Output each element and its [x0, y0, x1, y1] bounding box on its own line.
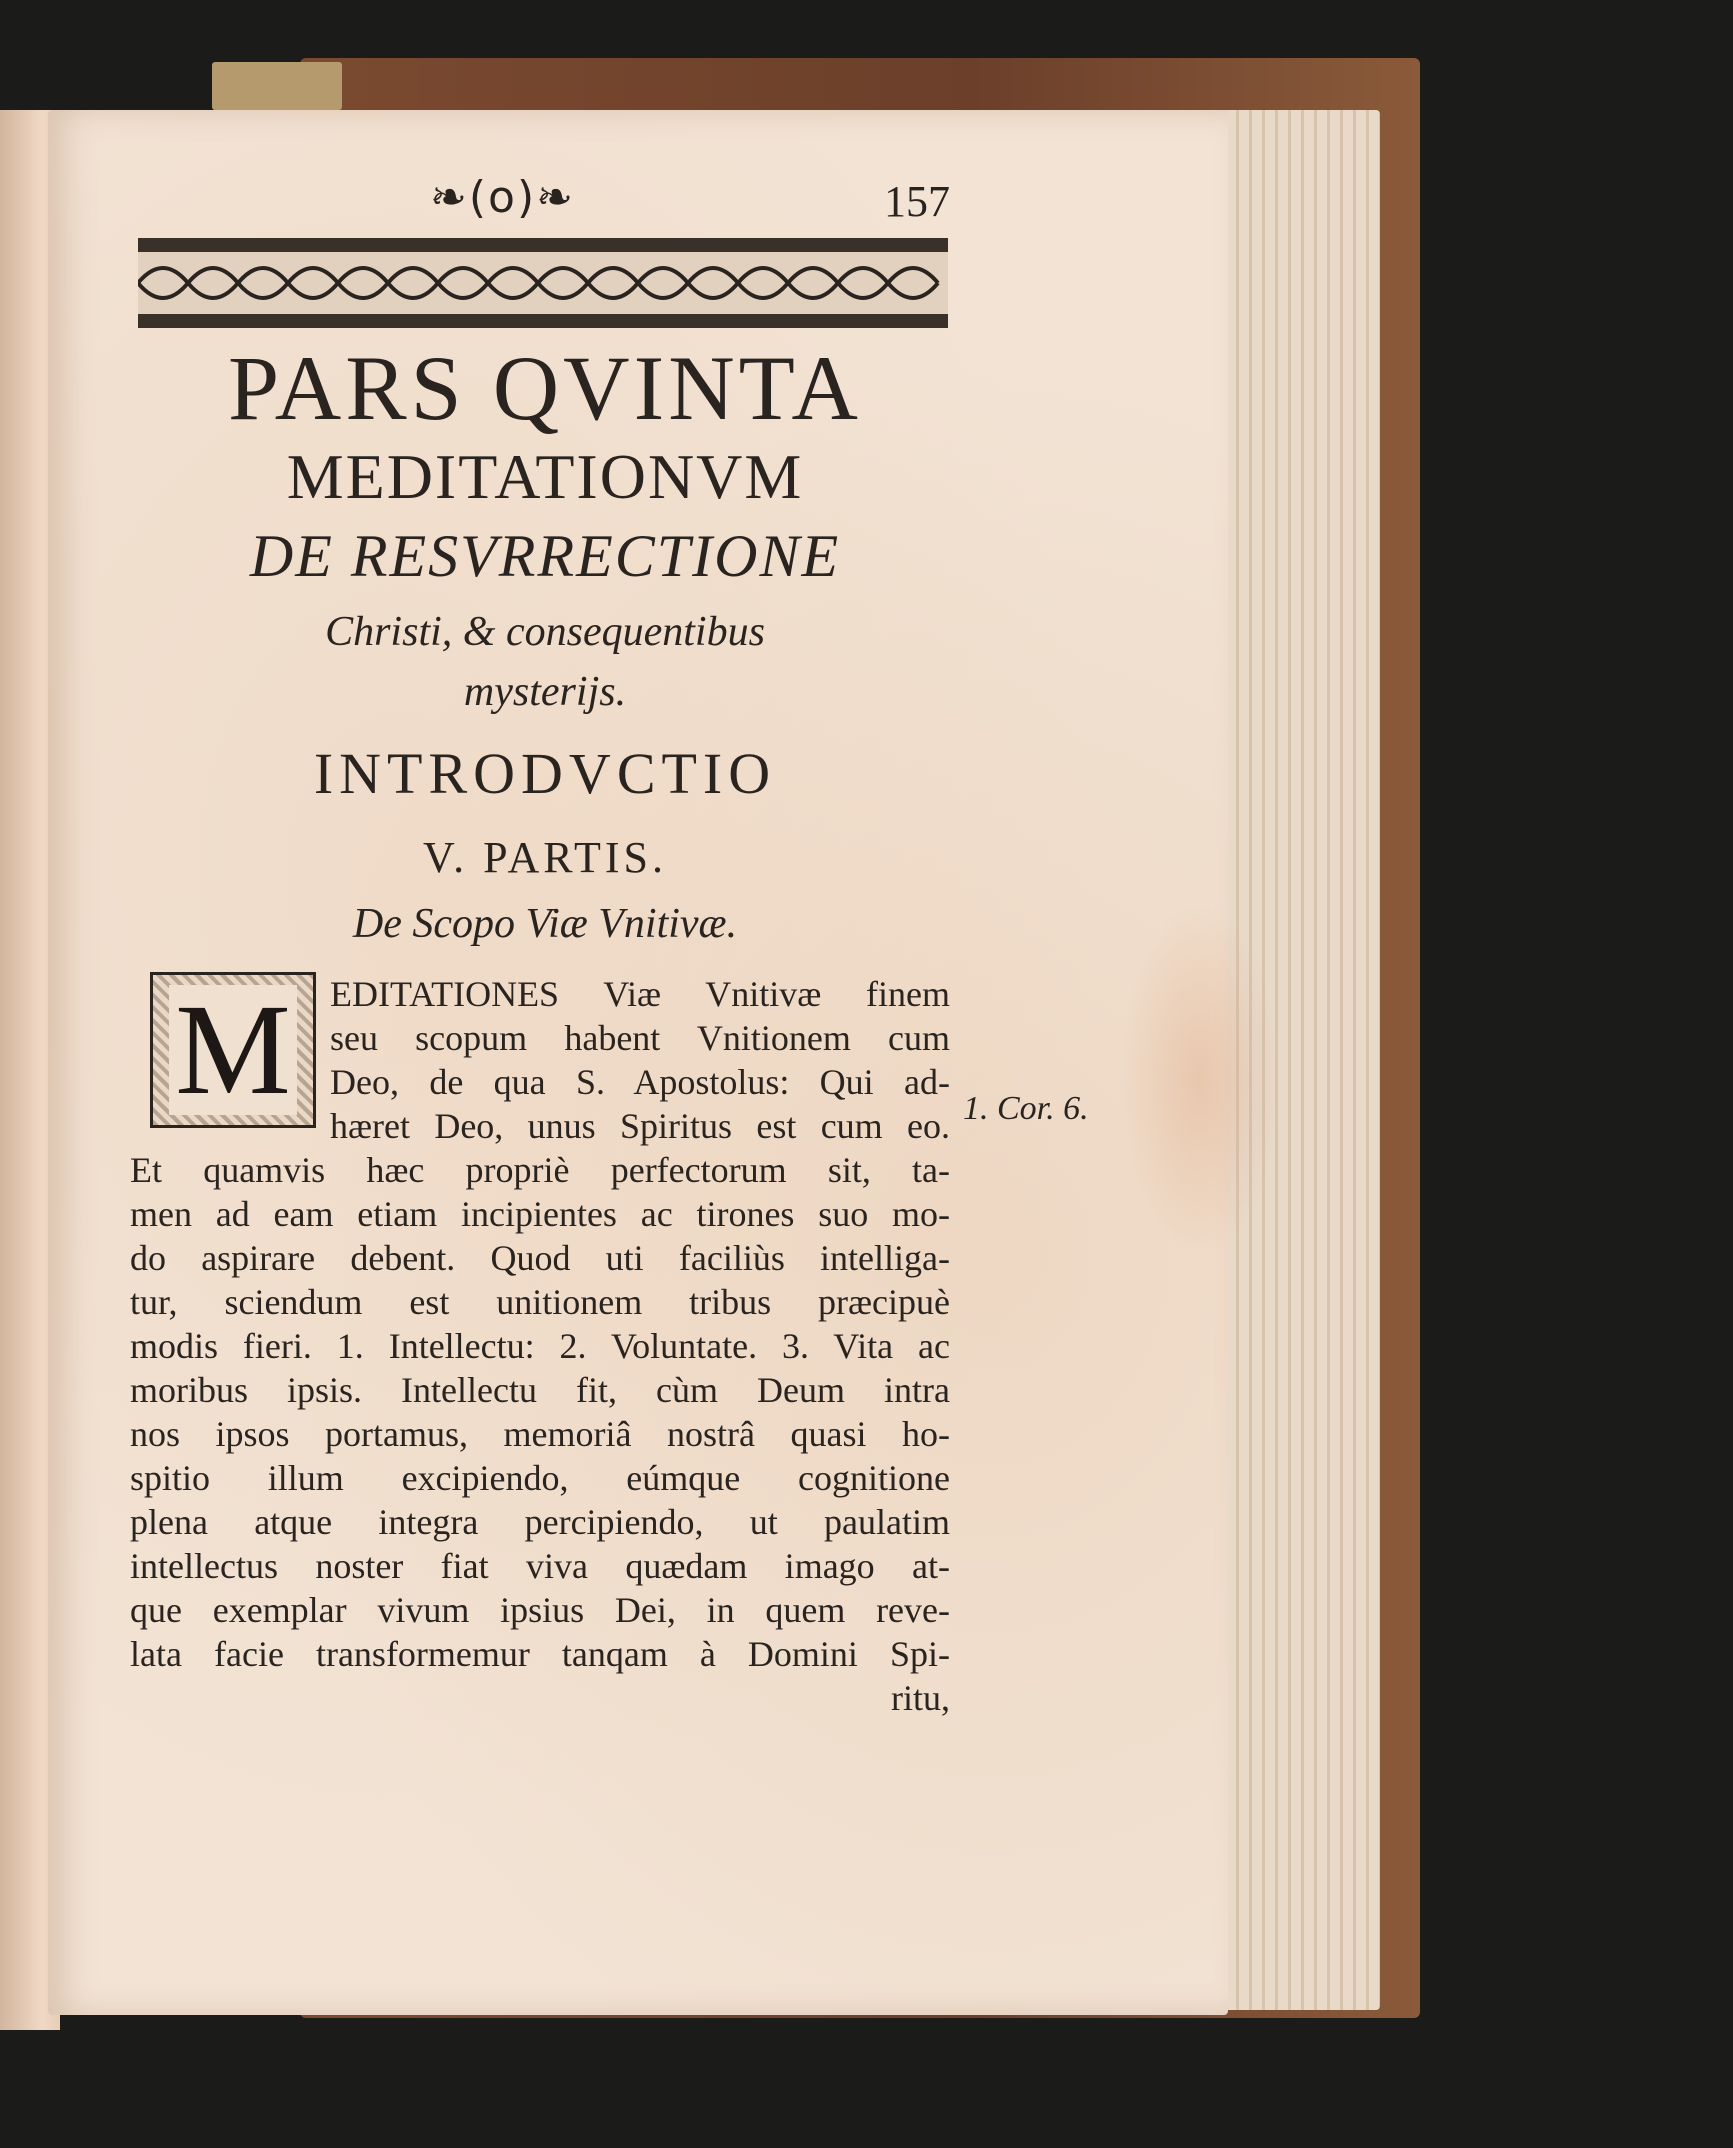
title-meditationum: MEDITATIONVM	[286, 441, 804, 512]
title-mysteriis: mysterijs.	[463, 669, 627, 715]
body-line: tur, sciendum est unitionem tribus præcipuè	[130, 1282, 950, 1322]
body-line: Deo, de qua S. Apostolus: Qui ad-	[330, 1062, 950, 1102]
body-line: spitio illum excipiendo, eúmque cognitione	[130, 1458, 950, 1498]
title-pars-quinta: PARS QVINTA	[228, 337, 862, 439]
header-ornament: ❧(o)❧	[430, 172, 575, 223]
drop-cap	[150, 972, 316, 1128]
body-line: modis fieri. 1. Intellectu: 2. Voluntate. 3. Vita ac	[130, 1326, 950, 1366]
page-number: 157	[884, 177, 950, 226]
body-line: lata facie transformemur tanqam à Domini Spi-	[130, 1634, 950, 1674]
heading-introductio: INTRODVCTIO	[313, 741, 777, 806]
body-line: Et quamvis hæc propriè perfectorum sit, ta-	[130, 1150, 950, 1190]
heading-v-partis: V. PARTIS.	[422, 833, 667, 882]
decorative-band	[138, 238, 948, 328]
body-line: nos ipsos portamus, memoriâ nostrâ quasi ho-	[130, 1414, 950, 1454]
body-line: seu scopum habent Vnitionem cum	[330, 1018, 950, 1058]
body-line: EDITATIONES Viæ Vnitivæ finem	[330, 974, 950, 1014]
margin-note: 1. Cor. 6.	[963, 1090, 1089, 1127]
drop-cap-letter: M	[169, 985, 297, 1115]
paper-tab-marker	[212, 62, 342, 110]
body-line: do aspirare debent. Quod uti faciliùs intelliga-	[130, 1238, 950, 1278]
title-christi: Christi, & consequentibus	[325, 609, 765, 655]
body-line-catchword: ritu,	[891, 1678, 950, 1718]
body-line: hæret Deo, unus Spiritus est cum eo.	[330, 1106, 950, 1146]
body-line: men ad eam etiam incipientes ac tirones suo mo-	[130, 1194, 950, 1234]
body-line: intellectus noster fiat viva quædam imago at-	[130, 1546, 950, 1586]
subheading-de-scopo: De Scopo Viæ Vnitivæ.	[352, 901, 738, 947]
body-line: que exemplar vivum ipsius Dei, in quem reve-	[130, 1590, 950, 1630]
body-line: moribus ipsis. Intellectu fit, cùm Deum intra	[130, 1370, 950, 1410]
water-stain	[1120, 900, 1280, 1260]
title-de-resurrectione: DE RESVRRECTIONE	[249, 523, 841, 589]
page-header	[430, 172, 950, 232]
body-line: plena atque integra percipiendo, ut paulatim	[130, 1502, 950, 1542]
